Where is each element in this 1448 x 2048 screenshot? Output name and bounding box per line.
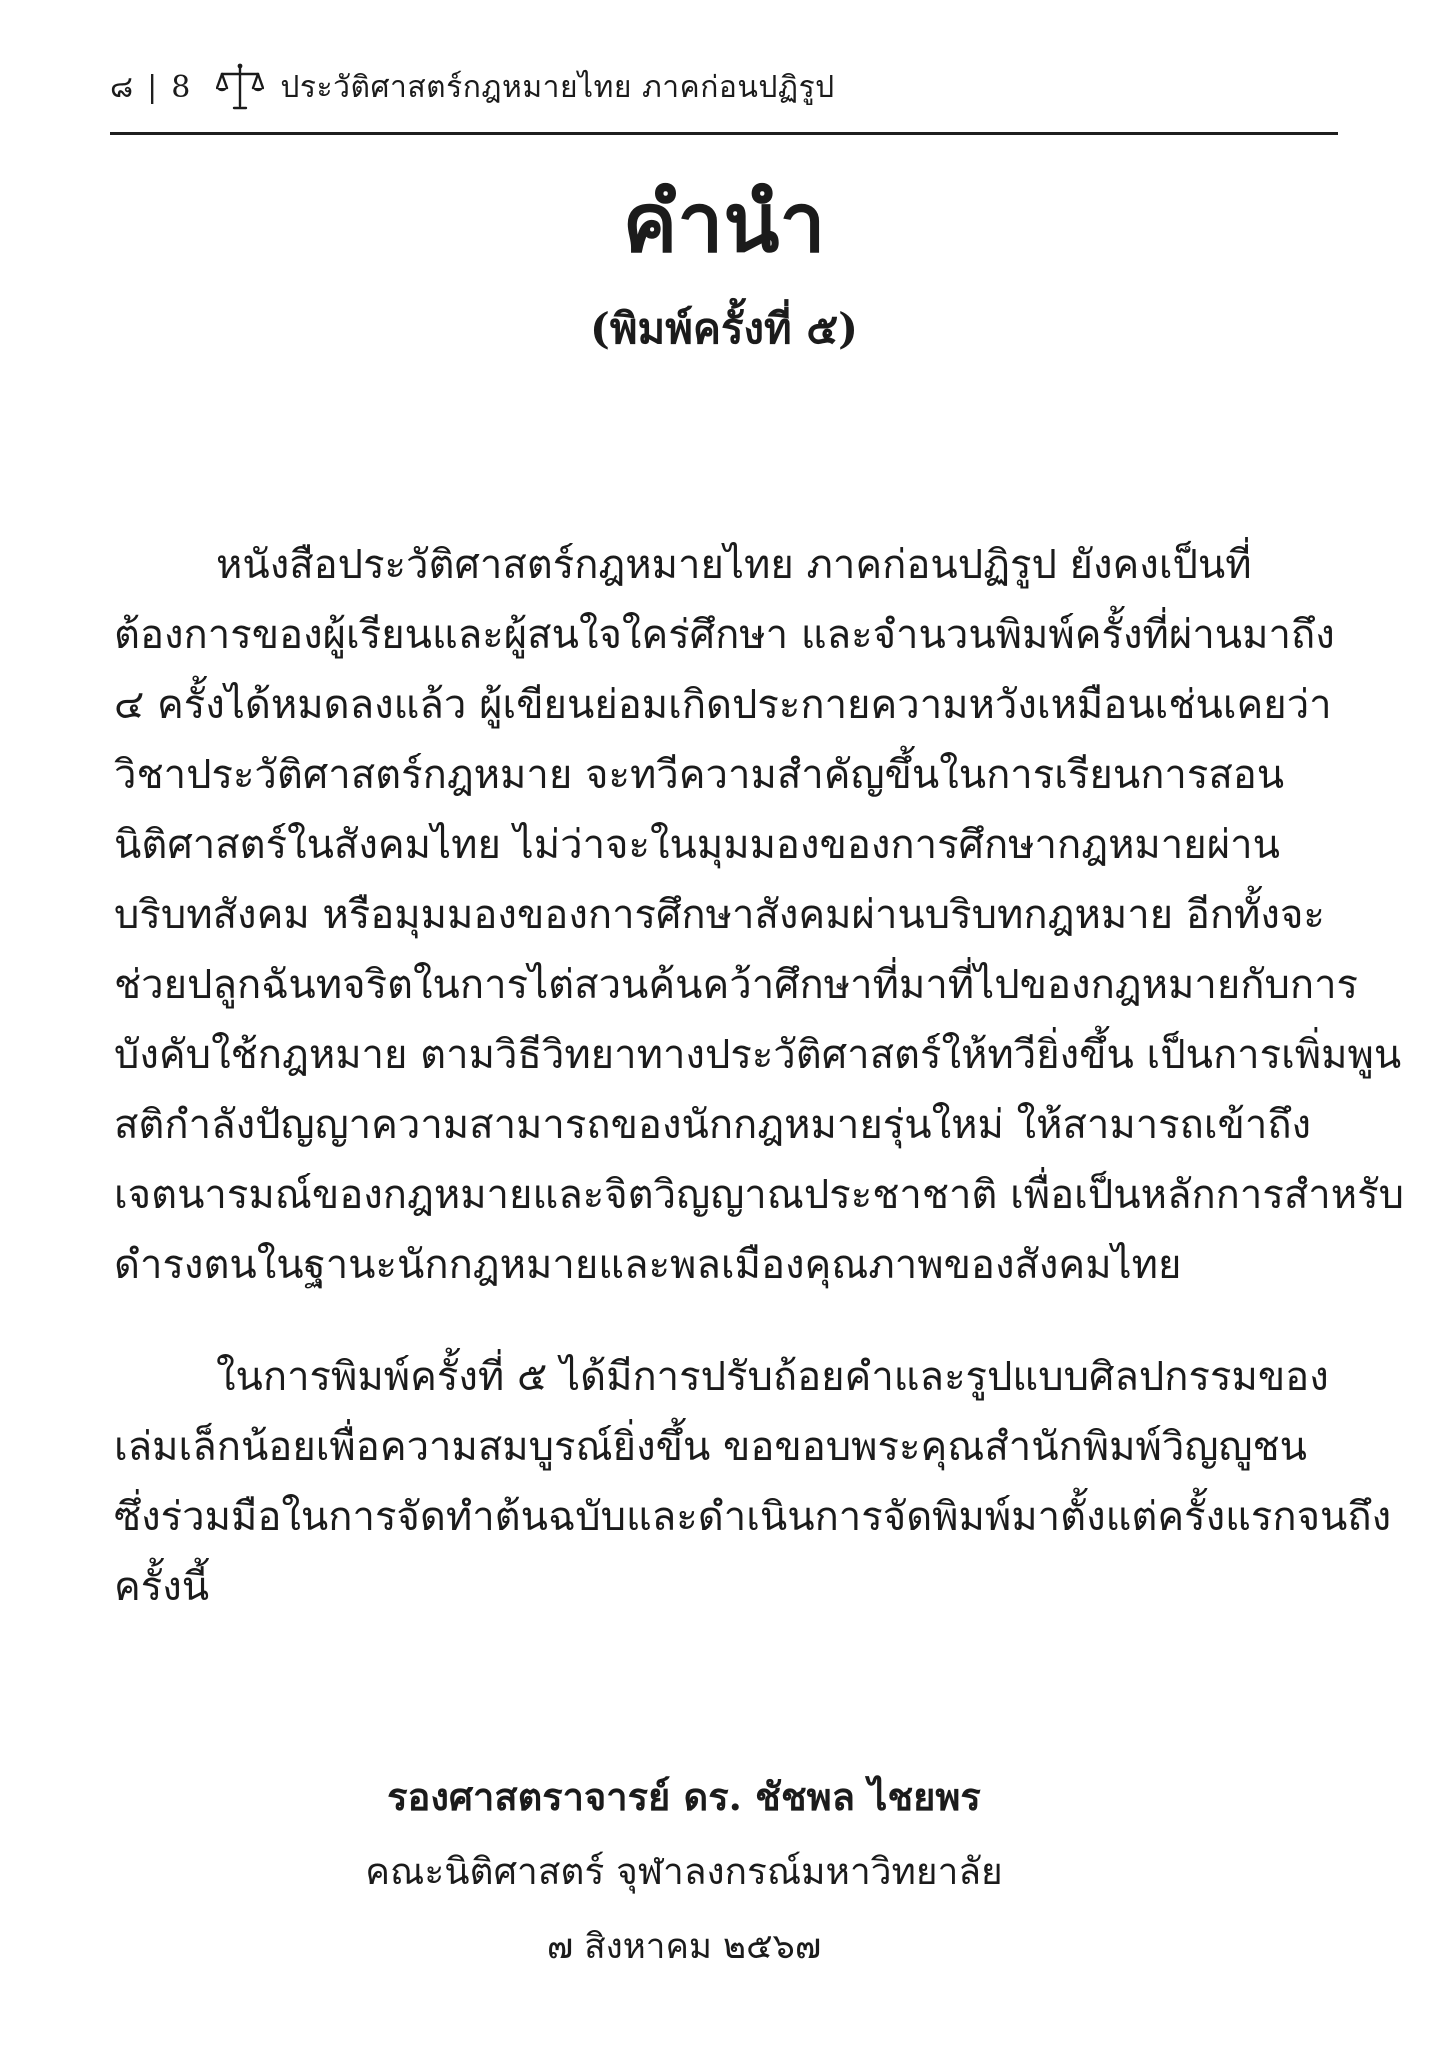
author-affiliation: คณะนิติศาสตร์ จุฬาลงกรณ์มหาวิทยาลัย [365, 1850, 1003, 1893]
page-subtitle: (พิมพ์ครั้งที่ ๕) [589, 304, 859, 354]
text-line: ช่วยปลูกฉันทจริตในการไต่สวนค้นคว้าศึกษาที่มาที่ไปของกฎหมายกับการ [114, 962, 1359, 1008]
page-number-arabic: 8 [171, 70, 191, 105]
scales-of-justice-icon [216, 62, 264, 114]
text-line: ๔ ครั้งได้หมดลงแล้ว ผู้เขียนย่อมเกิดประกายความหวังเหมือนเช่นเคยว่า [114, 682, 1332, 728]
text-line: ต้องการของผู้เรียนและผู้สนใจใคร่ศึกษา และจำนวนพิมพ์ครั้งที่ผ่านมาถึง [114, 612, 1335, 658]
preface-date: ๗ สิงหาคม ๒๕๖๗ [546, 1927, 822, 1967]
text-line: บังคับใช้กฎหมาย ตามวิธีวิทยาทางประวัติศาสตร์ให้ทวียิ่งขึ้น เป็นการเพิ่มพูน [114, 1032, 1402, 1078]
text-line: ดำรงตนในฐานะนักกฎหมายและพลเมืองคุณภาพของสังคมไทย [114, 1242, 1182, 1288]
author-name: รองศาสตราจารย์ ดร. ชัชพล ไชยพร [387, 1774, 981, 1819]
page-number [110, 65, 190, 111]
text-line: หนังสือประวัติศาสตร์กฎหมายไทย ภาคก่อนปฏิรูป ยังคงเป็นที่ [216, 542, 1252, 588]
text-line: ซึ่งร่วมมือในการจัดทำต้นฉบับและดำเนินการจัดพิมพ์มาตั้งแต่ครั้งแรกจนถึง [114, 1494, 1392, 1540]
text-line: นิติศาสตร์ในสังคมไทย ไม่ว่าจะในมุมมองของการศึกษากฎหมายผ่าน [114, 822, 1280, 868]
text-line: ครั้งนี้ [114, 1564, 210, 1610]
page-title: คำนำ [622, 175, 826, 271]
page-number-separator: | [147, 70, 158, 105]
text-line: บริบทสังคม หรือมุมมองของการศึกษาสังคมผ่านบริบทกฎหมาย อีกทั้งจะ [114, 892, 1325, 938]
paragraph-1 [114, 530, 1404, 1300]
text-line: วิชาประวัติศาสตร์กฎหมาย จะทวีความสำคัญขึ้นในการเรียนการสอน [114, 752, 1285, 798]
running-header-book-title: ประวัติศาสตร์กฎหมายไทย ภาคก่อนปฏิรูป [280, 70, 835, 105]
page-number-thai: ๘ [110, 70, 134, 105]
text-line: เจตนารมณ์ของกฎหมายและจิตวิญญาณประชาชาติ เพื่อเป็นหลักการสำหรับ [114, 1172, 1404, 1218]
paragraph-2 [114, 1342, 1392, 1622]
signature-block [0, 1760, 1408, 1984]
preface-body [114, 530, 1404, 1622]
text-line: สติกำลังปัญญาความสามารถของนักกฎหมายรุ่นใหม่ ให้สามารถเข้าถึง [114, 1102, 1312, 1148]
text-line: เล่มเล็กน้อยเพื่อความสมบูรณ์ยิ่งขึ้น ขอขอบพระคุณสำนักพิมพ์วิญญูชน [114, 1424, 1307, 1470]
running-header [110, 62, 1338, 135]
text-line: ในการพิมพ์ครั้งที่ ๕ ได้มีการปรับถ้อยคำและรูปแบบศิลปกรรมของ [216, 1354, 1329, 1400]
